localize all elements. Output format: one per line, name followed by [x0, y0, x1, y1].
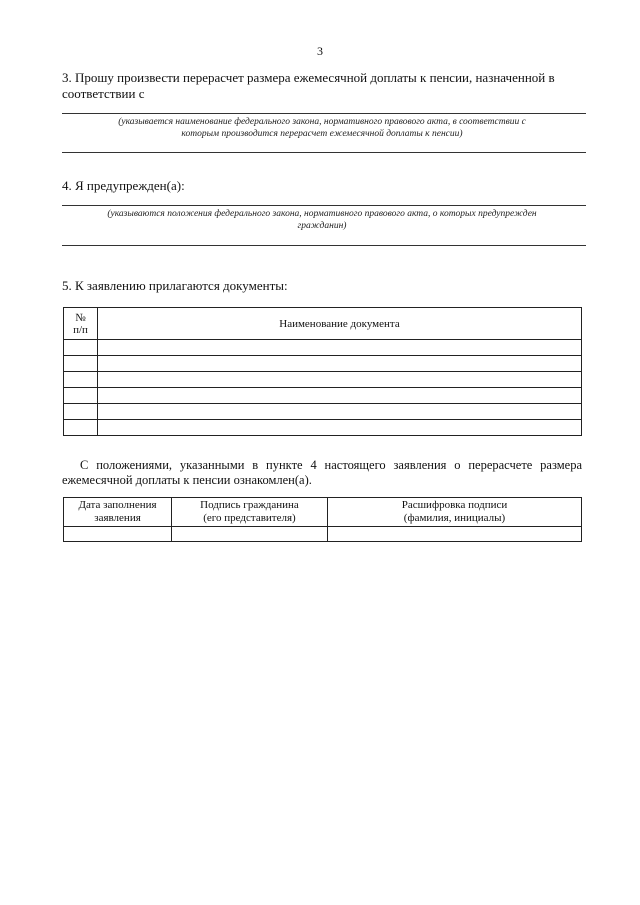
header-cell-document-name: Наименование документа	[98, 308, 582, 340]
header-name-line-2: (фамилия, инициалы)	[403, 512, 506, 524]
fill-line[interactable]	[62, 113, 586, 114]
header-date-line-1: Дата заполнения	[78, 499, 157, 511]
table-row	[64, 527, 582, 542]
table-cell[interactable]	[64, 404, 98, 420]
table-row	[64, 404, 582, 420]
table-cell[interactable]	[98, 420, 582, 436]
date-field[interactable]	[64, 527, 172, 542]
signature-table-header	[64, 498, 582, 527]
name-field[interactable]	[328, 527, 582, 542]
section-4-hint-line-2: гражданин)	[297, 221, 347, 231]
section-3-text	[62, 70, 582, 102]
acknowledgement-text: С положениями, указанными в пункте 4 настоящего заявления о перерасчете размера ежемесячной доплаты к пенсии ознакомлен(а).	[62, 458, 582, 487]
documents-table	[63, 307, 582, 436]
page-number: 3	[317, 44, 323, 58]
header-signature-line-1: Подпись гражданина	[200, 499, 299, 511]
documents-table-header	[64, 308, 582, 340]
table-cell[interactable]	[98, 356, 582, 372]
header-number-line-2: п/п	[73, 323, 88, 336]
section-3-line-2: соответствии с	[62, 86, 145, 101]
signature-table	[63, 497, 582, 542]
section-4-hint	[62, 208, 582, 232]
header-cell-name	[328, 498, 582, 527]
table-row	[64, 372, 582, 388]
table-cell[interactable]	[64, 388, 98, 404]
table-row	[64, 356, 582, 372]
header-signature-line-2: (его представителя)	[203, 512, 296, 524]
header-number-line-1: №	[75, 311, 86, 324]
table-cell[interactable]	[64, 420, 98, 436]
section-4-hint-line-1: (указываются положения федерального закона, нормативного правового акта, о которых предупрежден	[107, 209, 537, 219]
header-date-line-2: заявления	[94, 512, 141, 524]
section-3-hint-line-1: (указывается наименование федерального закона, нормативного правового акта, в соответствии с	[118, 117, 526, 127]
signature-field[interactable]	[172, 527, 328, 542]
section-3-hint	[62, 116, 582, 140]
table-cell[interactable]	[98, 340, 582, 356]
table-cell[interactable]	[64, 356, 98, 372]
header-cell-signature	[172, 498, 328, 527]
table-row	[64, 340, 582, 356]
fill-line[interactable]	[62, 152, 586, 153]
section-4-text: 4. Я предупрежден(а):	[62, 178, 185, 193]
header-name-line-1: Расшифровка подписи	[401, 499, 508, 511]
section-3-line-1: 3. Прошу произвести перерасчет размера ежемесячной доплаты к пенсии, назначенной в	[62, 70, 555, 85]
fill-line[interactable]	[62, 245, 586, 246]
table-row	[64, 388, 582, 404]
table-cell[interactable]	[64, 340, 98, 356]
table-cell[interactable]	[98, 372, 582, 388]
section-3-hint-line-2: которым производится перерасчет ежемесячной доплаты к пенсии)	[181, 129, 463, 139]
fill-line[interactable]	[62, 205, 586, 206]
table-cell[interactable]	[98, 404, 582, 420]
header-cell-date	[64, 498, 172, 527]
section-5-text: 5. К заявлению прилагаются документы:	[62, 278, 288, 293]
header-cell-number	[64, 308, 98, 340]
table-cell[interactable]	[64, 372, 98, 388]
table-row	[64, 420, 582, 436]
table-cell[interactable]	[98, 388, 582, 404]
